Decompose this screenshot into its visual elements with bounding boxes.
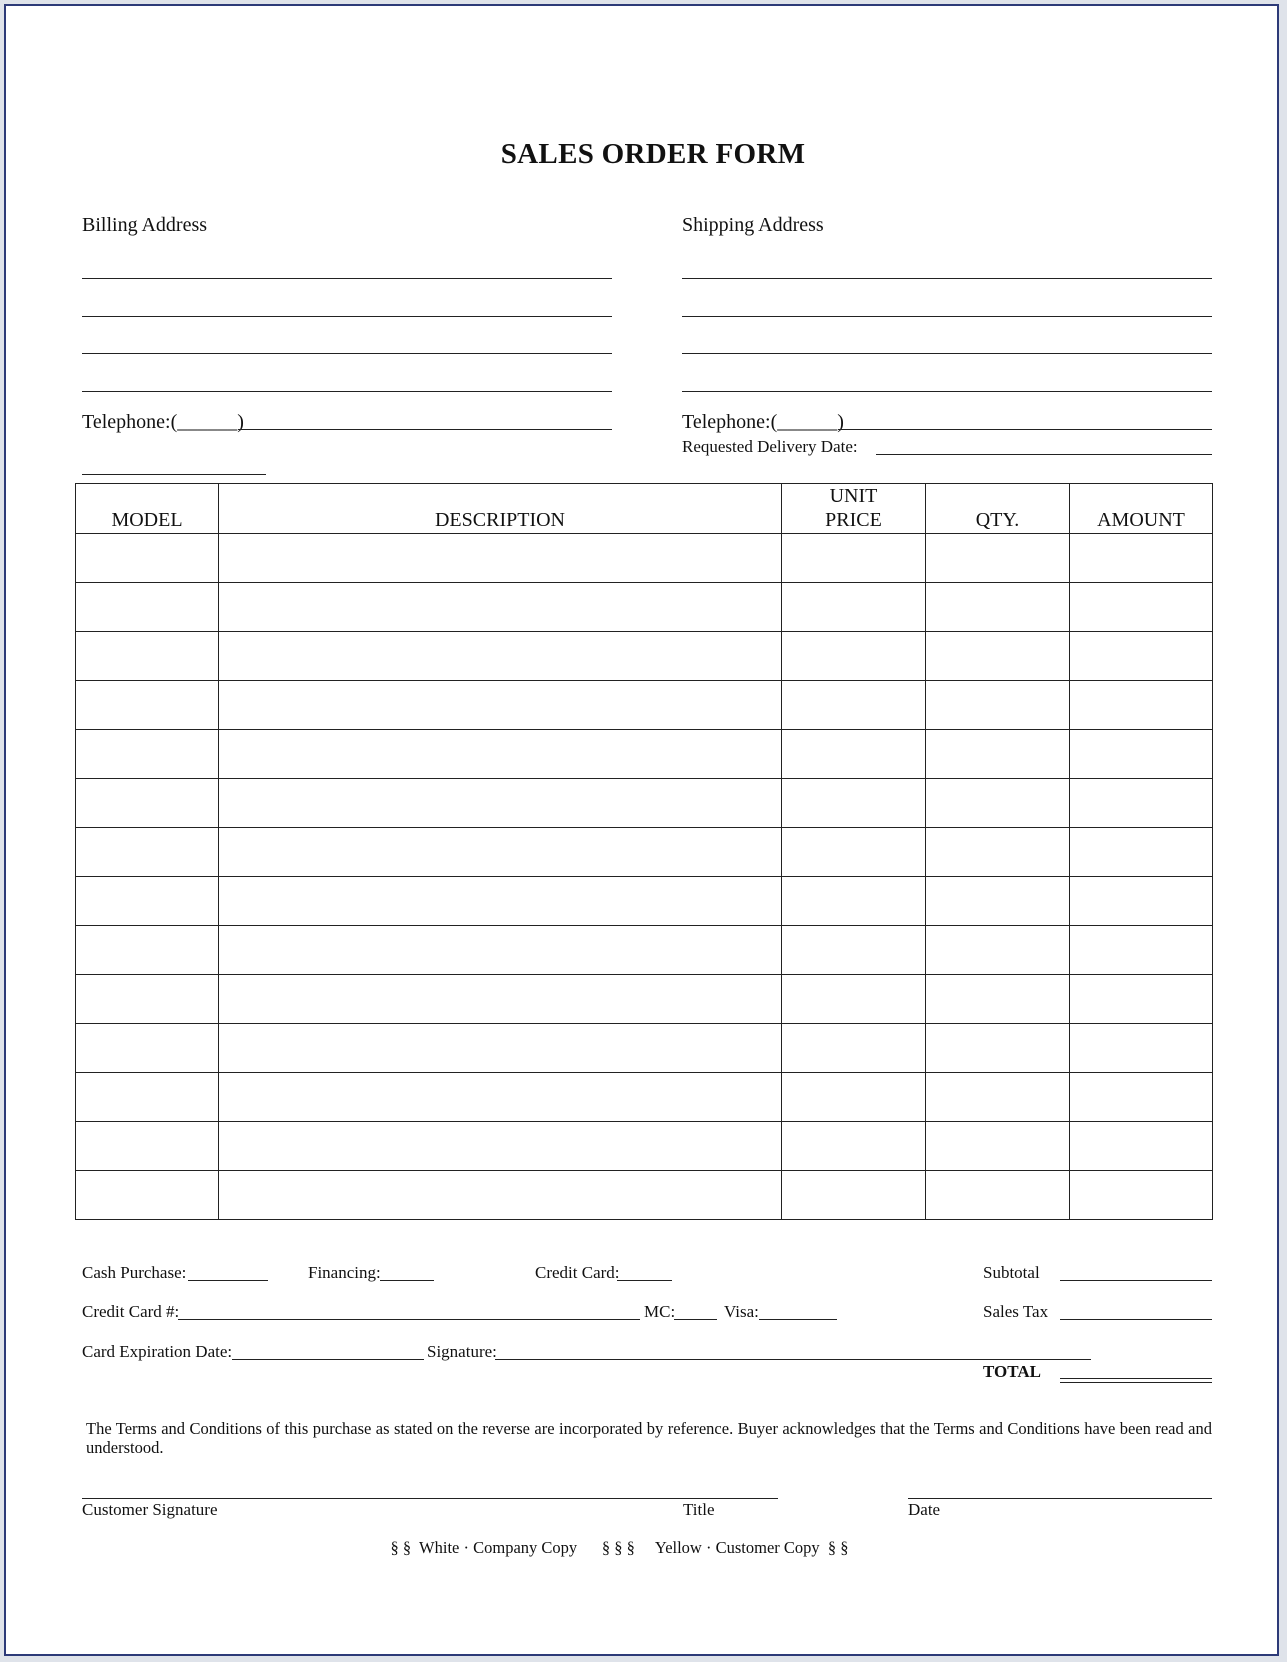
total-field[interactable] [1060,1378,1212,1383]
model-cell[interactable] [76,1171,219,1220]
amount-cell[interactable] [1070,534,1213,583]
table-row [76,1024,1213,1073]
order-items-body [76,534,1213,1220]
table-row [76,534,1213,583]
model-cell[interactable] [76,583,219,632]
qty-cell[interactable] [926,828,1070,877]
qty-cell[interactable] [926,534,1070,583]
cash-purchase-label: Cash Purchase: [82,1263,187,1282]
unit-price-cell[interactable] [782,926,926,975]
unit-price-cell[interactable] [782,1171,926,1220]
qty-cell[interactable] [926,877,1070,926]
credit-card-label: Credit Card: [535,1263,620,1282]
unit-price-cell[interactable] [782,632,926,681]
unit-price-cell[interactable] [782,975,926,1024]
customer-signature-label: Customer Signature [82,1500,218,1519]
requested-delivery-date-field[interactable] [876,454,1212,455]
amount-cell[interactable] [1070,730,1213,779]
description-cell[interactable] [219,681,782,730]
financing-label: Financing: [308,1263,381,1282]
model-cell[interactable] [76,828,219,877]
description-cell[interactable] [219,534,782,583]
billing-address-line-2[interactable] [82,316,612,317]
billing-extra-line[interactable] [82,474,266,475]
amount-cell[interactable] [1070,632,1213,681]
table-row [76,877,1213,926]
sales-tax-field[interactable] [1060,1319,1212,1320]
header-unit-price [782,484,926,534]
table-row [76,681,1213,730]
amount-cell[interactable] [1070,681,1213,730]
description-cell[interactable] [219,779,782,828]
table-header-row [76,484,1213,534]
order-items-table [75,483,1213,1220]
unit-price-cell[interactable] [782,1024,926,1073]
table-row [76,779,1213,828]
header-unit-price-line-2: PRICE [825,509,882,531]
unit-price-cell[interactable] [782,877,926,926]
billing-telephone-label: Telephone:(______) [82,411,244,433]
date-label: Date [908,1500,941,1519]
model-cell[interactable] [76,1024,219,1073]
description-cell[interactable] [219,1122,782,1171]
model-cell[interactable] [76,877,219,926]
shipping-address-line-3[interactable] [682,353,1212,354]
amount-cell[interactable] [1070,1073,1213,1122]
form-title: SALES ORDER FORM [500,138,806,170]
title-label: Title [683,1500,715,1519]
table-row [76,926,1213,975]
model-cell[interactable] [76,975,219,1024]
date-line[interactable] [908,1498,1212,1499]
amount-cell[interactable] [1070,583,1213,632]
description-cell[interactable] [219,975,782,1024]
model-cell[interactable] [76,681,219,730]
subtotal-field[interactable] [1060,1280,1212,1281]
qty-cell[interactable] [926,975,1070,1024]
copy-distribution-note: § § White · Company Copy § § § Yellow · Customer Copy § § [390,1538,849,1557]
description-cell[interactable] [219,1073,782,1122]
unit-price-cell[interactable] [782,730,926,779]
shipping-address-label: Shipping Address [682,214,824,236]
amount-cell[interactable] [1070,828,1213,877]
customer-signature-line[interactable] [82,1498,778,1499]
description-cell[interactable] [219,926,782,975]
unit-price-cell[interactable] [782,583,926,632]
shipping-address-line-4[interactable] [682,391,1212,392]
shipping-address-line-1[interactable] [682,278,1212,279]
description-cell[interactable] [219,1024,782,1073]
qty-cell[interactable] [926,632,1070,681]
description-cell[interactable] [219,877,782,926]
mc-label: MC: [644,1302,676,1321]
shipping-telephone-label: Telephone:(______) [682,411,844,433]
amount-cell[interactable] [1070,877,1213,926]
billing-telephone-field[interactable] [238,429,612,430]
model-cell[interactable] [76,534,219,583]
qty-cell[interactable] [926,730,1070,779]
qty-cell[interactable] [926,681,1070,730]
credit-card-number-field[interactable] [178,1319,640,1320]
description-cell[interactable] [219,1171,782,1220]
visa-field[interactable] [759,1319,837,1320]
amount-cell[interactable] [1070,1024,1213,1073]
header-unit-price-line-1: UNIT [829,485,878,507]
credit-card-field[interactable] [617,1280,672,1281]
total-label: TOTAL [983,1362,1041,1381]
description-cell[interactable] [219,583,782,632]
billing-address-label: Billing Address [82,214,208,236]
financing-field[interactable] [380,1280,434,1281]
table-row [76,1073,1213,1122]
billing-address-line-3[interactable] [82,353,612,354]
amount-cell[interactable] [1070,1122,1213,1171]
model-cell[interactable] [76,1122,219,1171]
table-row [76,583,1213,632]
unit-price-cell[interactable] [782,1122,926,1171]
terms-text: The Terms and Conditions of this purchase as stated on the reverse are incorporated by reference. Buyer acknowledges that the Terms and Conditions have been read and understood. [86,1419,1212,1457]
requested-delivery-date-label: Requested Delivery Date: [682,437,858,456]
amount-cell[interactable] [1070,779,1213,828]
table-row [76,828,1213,877]
unit-price-cell[interactable] [782,779,926,828]
table-row [76,730,1213,779]
qty-cell[interactable] [926,779,1070,828]
qty-cell[interactable] [926,1171,1070,1220]
table-row [76,975,1213,1024]
header-model: MODEL [76,484,219,534]
sales-tax-label: Sales Tax [983,1302,1049,1321]
qty-cell[interactable] [926,583,1070,632]
signature-field[interactable] [495,1359,1091,1360]
qty-cell[interactable] [926,1024,1070,1073]
shipping-telephone-field[interactable] [838,429,1212,430]
description-cell[interactable] [219,730,782,779]
amount-cell[interactable] [1070,1171,1213,1220]
model-cell[interactable] [76,779,219,828]
table-row [76,1122,1213,1171]
header-qty: QTY. [926,484,1070,534]
model-cell[interactable] [76,1073,219,1122]
description-cell[interactable] [219,828,782,877]
model-cell[interactable] [76,632,219,681]
model-cell[interactable] [76,926,219,975]
model-cell[interactable] [76,730,219,779]
unit-price-cell[interactable] [782,681,926,730]
qty-cell[interactable] [926,1122,1070,1171]
signature-label: Signature: [427,1342,497,1361]
header-amount: AMOUNT [1070,484,1213,534]
table-row [76,1171,1213,1220]
card-expiration-label: Card Expiration Date: [82,1342,233,1361]
qty-cell[interactable] [926,926,1070,975]
cash-purchase-field[interactable] [188,1280,268,1281]
header-description: DESCRIPTION [219,484,782,534]
amount-cell[interactable] [1070,975,1213,1024]
unit-price-cell[interactable] [782,534,926,583]
description-cell[interactable] [219,632,782,681]
unit-price-cell[interactable] [782,828,926,877]
subtotal-label: Subtotal [983,1263,1040,1282]
billing-address-line-4[interactable] [82,391,612,392]
card-expiration-field[interactable] [232,1359,424,1360]
billing-address-line-1[interactable] [82,278,612,279]
table-row [76,632,1213,681]
visa-label: Visa: [724,1302,759,1321]
amount-cell[interactable] [1070,926,1213,975]
shipping-address-line-2[interactable] [682,316,1212,317]
credit-card-number-label: Credit Card #: [82,1302,180,1321]
form-page [4,4,1279,1656]
unit-price-cell[interactable] [782,1073,926,1122]
qty-cell[interactable] [926,1073,1070,1122]
mc-field[interactable] [674,1319,717,1320]
